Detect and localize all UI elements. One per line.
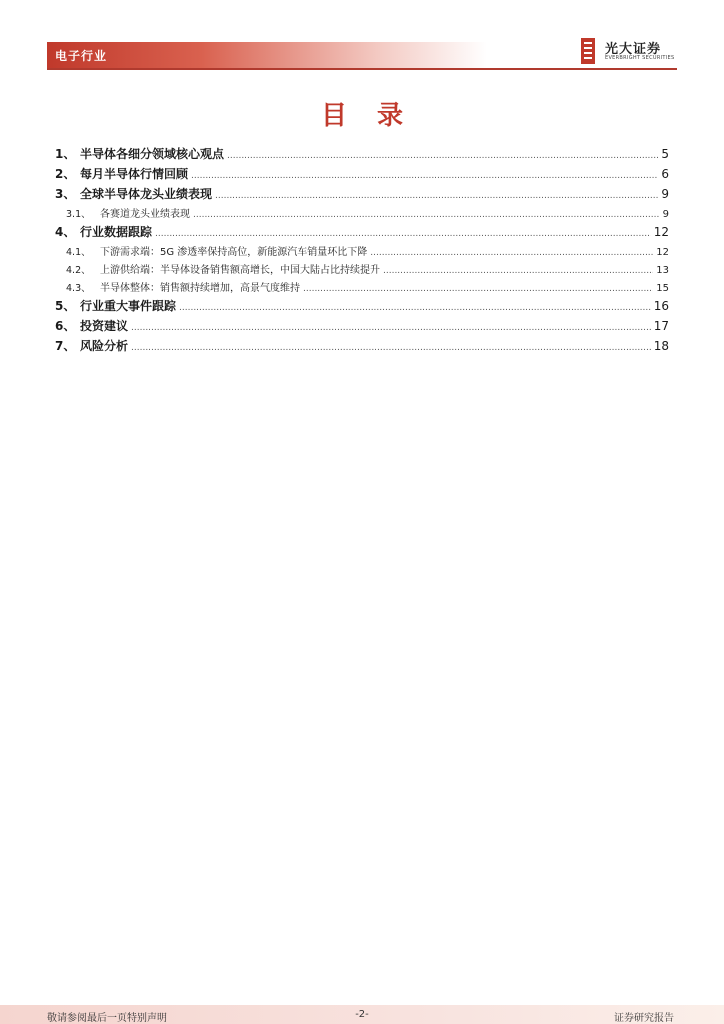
logo-cn-text: 光大证券 (605, 42, 662, 57)
header-rule (47, 68, 677, 70)
toc-entry[interactable] (55, 145, 669, 162)
toc-page: 5 (661, 147, 669, 161)
toc-leader (303, 284, 653, 294)
toc-leader (193, 210, 660, 220)
toc-leader (191, 171, 658, 181)
toc-page: 13 (656, 265, 669, 276)
footer-report-type: 证券研究报告 (614, 1013, 674, 1024)
toc-number: 1、 (55, 147, 76, 161)
toc-title: 半导体整体：销售额持续增加，高景气度维持 (100, 283, 300, 294)
section-label: 电子行业 (55, 49, 108, 63)
toc-entry[interactable] (55, 165, 669, 182)
toc-number: 3.1、 (66, 209, 91, 220)
toc-title: 行业数据跟踪 (80, 225, 153, 239)
toc-number: 4.1、 (66, 247, 91, 258)
toc-leader (155, 229, 651, 239)
toc-page: 12 (653, 225, 669, 239)
toc-number: 6、 (55, 319, 76, 333)
toc-subentry[interactable] (66, 205, 669, 220)
toc-page: 17 (653, 319, 669, 333)
toc-title: 上游供给端：半导体设备销售额高增长，中国大陆占比持续提升 (100, 265, 380, 276)
toc-number: 2、 (55, 167, 76, 181)
company-logo (581, 38, 681, 66)
toc-title: 投资建议 (80, 319, 129, 333)
toc-leader (383, 266, 653, 276)
toc-page: 18 (653, 339, 669, 353)
toc-title: 全球半导体龙头业绩表现 (80, 187, 213, 201)
toc-entry[interactable] (55, 297, 669, 314)
toc-leader (131, 343, 651, 353)
toc-title: 各赛道龙头业绩表现 (100, 209, 190, 220)
toc-title: 下游需求端：5G 渗透率保持高位，新能源汽车销量环比下降 (100, 247, 368, 258)
toc-number: 5、 (55, 299, 76, 313)
toc-entry[interactable] (55, 223, 669, 240)
toc-title: 半导体各细分领域核心观点 (80, 147, 225, 161)
footer-disclaimer: 敬请参阅最后一页特别声明 (47, 1013, 167, 1024)
footer-page-number: -2- (355, 1009, 369, 1020)
toc-title: 风险分析 (80, 339, 129, 353)
toc-subentry[interactable] (66, 261, 669, 276)
toc-number: 7、 (55, 339, 76, 353)
toc-subentry[interactable] (66, 243, 669, 258)
toc-entry[interactable] (55, 317, 669, 334)
toc-page: 12 (656, 247, 669, 258)
logo-en-text: EVERBRIGHT SECURITIES (605, 55, 675, 61)
toc-subentry[interactable] (66, 279, 669, 294)
toc-page: 16 (653, 299, 669, 313)
toc-number: 3、 (55, 187, 76, 201)
toc-page: 15 (656, 283, 669, 294)
header-band (47, 42, 487, 68)
toc-page: 9 (661, 187, 669, 201)
toc-page: 6 (661, 167, 669, 181)
logo-mark-icon (581, 38, 595, 64)
toc-entry[interactable] (55, 185, 669, 202)
toc-number: 4、 (55, 225, 76, 239)
toc-leader (131, 323, 651, 333)
toc-title: 每月半导体行情回顾 (80, 167, 189, 181)
toc-leader (227, 151, 658, 161)
toc-entry[interactable] (55, 337, 669, 354)
toc-number: 4.3、 (66, 283, 91, 294)
toc-leader (179, 303, 651, 313)
toc-leader (215, 191, 658, 201)
toc-number: 4.2、 (66, 265, 91, 276)
toc-title: 行业重大事件跟踪 (80, 299, 177, 313)
toc-leader (370, 248, 653, 258)
page-title: 目录 (320, 101, 433, 131)
toc-page: 9 (662, 209, 669, 220)
